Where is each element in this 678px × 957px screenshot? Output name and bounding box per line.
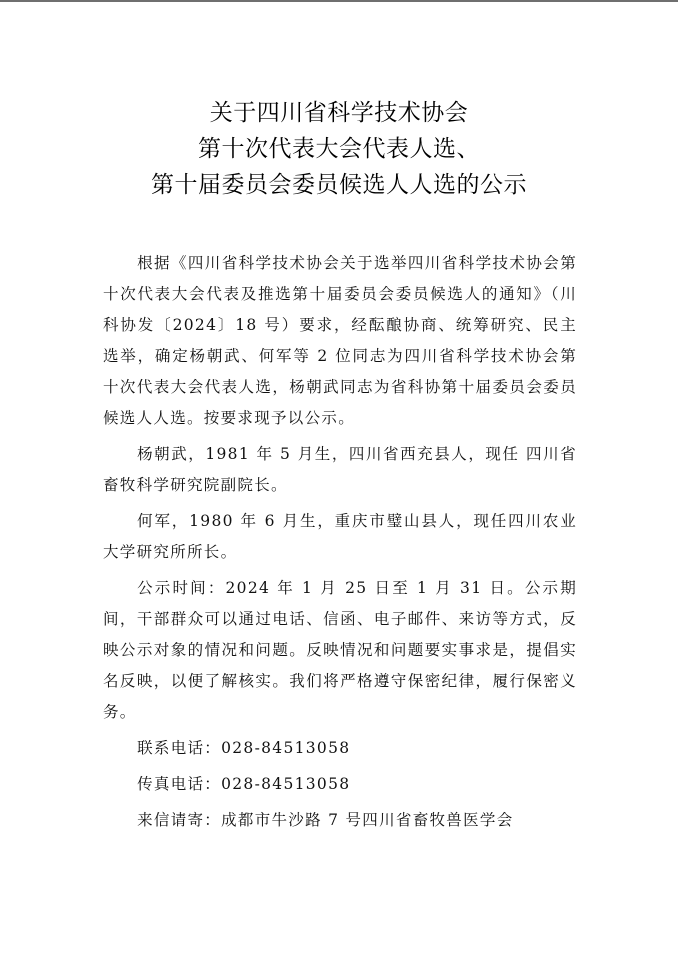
contact-fax: 传真电话：028-84513058 — [137, 775, 351, 793]
paragraph-candidate-he: 何军，1980 年 6 月生，重庆市璧山县人，现任四川农业大学研究所所长。 — [103, 512, 577, 561]
paragraph-candidate-yang: 杨朝武，1981 年 5 月生，四川省西充县人，现任 四川省畜牧科学研究院副院长。 — [103, 445, 577, 494]
contact-address: 来信请寄：成都市牛沙路 7 号四川省畜牧兽医学会 — [137, 811, 514, 829]
paragraph-basis: 根据《四川省科学技术协会关于选举四川省科学技术协会第十次代表大会代表及推选第十届委员会委员候选人的通知》（川科协发〔2024〕18 号）要求，经酝酿协商、统筹研究、民主选举，确定杨朝武、何军等 2 位同志为四川省科学技术协会第十次代表大会代表人选，杨朝武同志为省科协第十届委员会委员候选人人选。按要求现予以公示。 — [103, 254, 577, 427]
title-line-1: 关于四川省科学技术协会 — [209, 100, 469, 126]
notice-title — [0, 95, 678, 203]
paragraph-publicity-period: 公示时间：2024 年 1 月 25 日至 1 月 31 日。公示期间，干部群众可以通过电话、信函、电子邮件、来访等方式，反映公示对象的情况和问题。反映情况和问题要实事求是，提倡实名反映，以便了解核实。我们将严格遵守保密纪律，履行保密义务。 — [103, 579, 577, 721]
contact-phone: 联系电话：028-84513058 — [137, 739, 351, 757]
notice-body — [103, 248, 577, 841]
title-line-2: 第十次代表大会代表人选、 — [198, 136, 480, 162]
top-border-rule — [0, 0, 678, 2]
title-line-3: 第十届委员会委员候选人人选的公示 — [151, 172, 527, 198]
